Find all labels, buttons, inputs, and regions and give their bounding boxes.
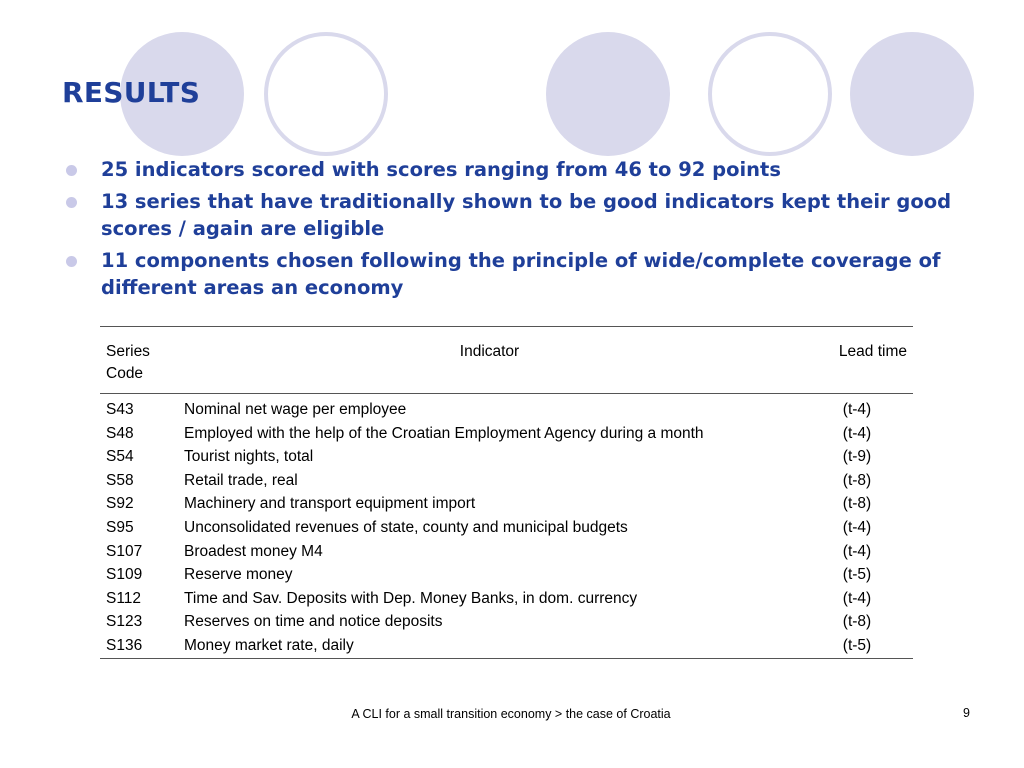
cell-indicator: Nominal net wage per employee	[184, 401, 407, 418]
cell-series-code: S95	[106, 518, 134, 536]
bullet-text: 25 indicators scored with scores ranging from 46 to 92 points	[101, 158, 781, 181]
slide-title: RESULTS	[62, 76, 201, 109]
cell-series-code: S48	[106, 424, 134, 442]
cell-indicator: Retail trade, real	[184, 471, 298, 489]
table-row	[100, 634, 913, 658]
table-row	[100, 445, 913, 469]
table-row	[100, 469, 913, 493]
footer-text: A CLI for a small transition economy > the case of Croatia	[351, 707, 671, 721]
bullet-list	[64, 156, 964, 306]
header-lead-time: Lead time	[838, 343, 907, 360]
table-header-row	[100, 327, 913, 394]
cell-series-code: S123	[106, 613, 143, 631]
table-row	[100, 422, 913, 446]
cell-series-code: S43	[106, 401, 134, 418]
cell-lead-time: (t-4)	[842, 424, 872, 442]
cell-series-code: S54	[106, 448, 134, 466]
cell-lead-time: (t-9)	[842, 448, 872, 466]
header-series-code: Series Code	[106, 343, 150, 382]
indicator-table	[100, 326, 913, 659]
table-row	[100, 610, 913, 634]
cell-indicator: Machinery and transport equipment import	[184, 495, 476, 513]
cell-series-code: S136	[106, 636, 143, 654]
decorative-circle-filled-2	[546, 32, 670, 156]
decorative-circle-filled-3	[850, 32, 974, 156]
cell-indicator: Time and Sav. Deposits with Dep. Money Banks, in dom. currency	[184, 589, 638, 607]
page-number: 9	[963, 706, 970, 720]
table-row	[100, 540, 913, 564]
cell-indicator: Tourist nights, total	[184, 448, 314, 466]
cell-lead-time: (t-8)	[842, 613, 872, 631]
table-row	[100, 394, 913, 422]
cell-lead-time: (t-5)	[842, 636, 872, 654]
bullet-text: 13 series that have traditionally shown to be good indicators kept their good scores / again are eligible	[101, 190, 952, 240]
bullet-dot-icon	[66, 256, 77, 267]
cell-lead-time: (t-8)	[842, 471, 872, 489]
bullet-item	[64, 247, 964, 301]
table-row	[100, 516, 913, 540]
cell-indicator: Employed with the help of the Croatian Employment Agency during a month	[184, 424, 704, 442]
cell-indicator: Reserve money	[184, 566, 293, 584]
cell-lead-time: (t-4)	[842, 589, 872, 607]
cell-lead-time: (t-5)	[842, 566, 872, 584]
decorative-circle-ring-2	[708, 32, 832, 156]
cell-indicator: Broadest money M4	[184, 542, 323, 560]
table-row	[100, 587, 913, 611]
header-indicator: Indicator	[459, 343, 520, 360]
cell-series-code: S107	[106, 542, 143, 560]
table-row	[100, 563, 913, 587]
cell-indicator: Unconsolidated revenues of state, county and municipal budgets	[184, 518, 628, 536]
cell-series-code: S92	[106, 495, 134, 513]
cell-series-code: S109	[106, 566, 143, 584]
bullet-item	[64, 156, 964, 183]
cell-series-code: S58	[106, 471, 134, 489]
cell-series-code: S112	[106, 589, 142, 607]
cell-lead-time: (t-8)	[842, 495, 872, 513]
decorative-circle-ring-1	[264, 32, 388, 156]
cell-lead-time: (t-4)	[842, 401, 872, 418]
table-row	[100, 492, 913, 516]
bullet-item	[64, 188, 964, 242]
cell-indicator: Reserves on time and notice deposits	[184, 613, 443, 631]
bullet-text: 11 components chosen following the principle of wide/complete coverage of different areas an economy	[101, 249, 941, 299]
cell-indicator: Money market rate, daily	[184, 636, 354, 654]
cell-lead-time: (t-4)	[842, 518, 872, 536]
cell-lead-time: (t-4)	[842, 542, 872, 560]
bullet-dot-icon	[66, 197, 77, 208]
bullet-dot-icon	[66, 165, 77, 176]
